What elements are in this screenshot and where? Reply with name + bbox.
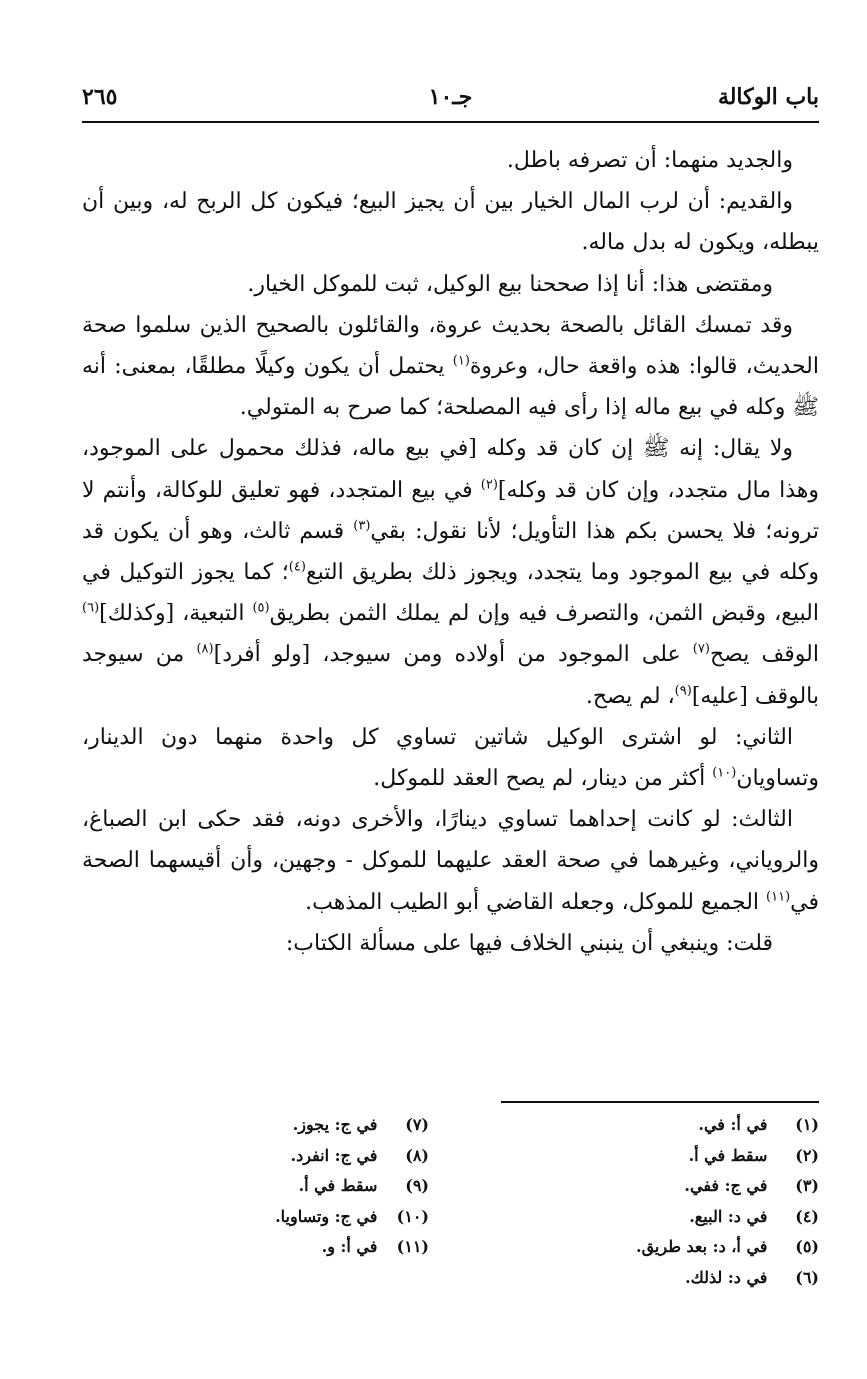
footnote-ref: (١) — [452, 353, 470, 369]
footnote: (٦) في د: لذلك. — [685, 1267, 819, 1287]
footnote-ref: (٧) — [692, 642, 710, 658]
footnote-ref: (١١) — [766, 889, 791, 905]
footnote: (١) في أ: في. — [698, 1115, 819, 1134]
footnote-ref: (٣) — [353, 518, 371, 534]
footnotes-column-right — [489, 1110, 819, 1293]
footnote-ref: (٩) — [674, 683, 692, 699]
footnote: (٨) في ج: انفرد. — [290, 1145, 429, 1165]
footnote-separator — [501, 1101, 819, 1103]
paragraph: ولا يقال: إنه ﷺ إن كان قد وكله [في بيع ماله، فذلك محمول على الموجود، وهذا مال متجدد، وإن كان قد وكله]$^{(٢)}$ في بيع المتجدد، فهو تعليق للوكالة، وأنتم لا ترونه؛ فلا يحسن بكم هذا التأويل؛ لأنا نقول: بقي$^{(٣)}$ قسم ثالث، وهو أن يكون قد وكله في بيع الموجود وما يتجدد، ويجوز ذلك بطريق التبع$^{(٤)}$؛ كما يجوز التوكيل في البيع، وقبض الثمن، والتصرف فيه وإن لم يملك الثمن بطريق$^{(٥)}$ التبعية، [وكذلك]$^{(٦)}$ الوقف يصح$^{(٧)}$ على الموجود من أولاده ومن سيوجد، [ولو أفرد]$^{(٨)}$ من سيوجد بالوقف [عليه]$^{(٩)}$، لم يصح. — [82, 436, 819, 709]
running-header — [82, 78, 819, 118]
section-title: باب الوكالة — [717, 84, 819, 110]
paragraph: قلت: وينبغي أن ينبني الخلاف فيها على مسألة الكتاب: — [285, 930, 773, 956]
header-rule — [82, 121, 819, 123]
footnote-ref: (١٠) — [712, 765, 737, 781]
footnote: (٥) في أ، د: بعد طريق. — [636, 1237, 819, 1256]
footnote-ref: (٨) — [196, 642, 214, 658]
footnote-ref: (٤) — [288, 559, 306, 575]
footnote-ref: (٥) — [252, 600, 270, 616]
footnote: (٤) في د: البيع. — [689, 1206, 819, 1226]
footnote-ref: (٢) — [480, 477, 498, 493]
paragraph: الثالث: لو كانت إحداهما تساوي دينارًا، والأخرى دونه، فقد حكى ابن الصباغ، والروياني، وغيرهما في صحة العقد عليهما للموكل - وجهين، وأن أقيسهما الصحة في$^{(١١)}$ الجميع للموكل، وجعله القاضي أبو الطيب المذهب. — [82, 807, 819, 915]
footnote: (١٠) في ج: وتساويا. — [275, 1206, 429, 1226]
footnote: (١١) في أ: و. — [321, 1237, 429, 1256]
paragraph: والقديم: أن لرب المال الخيار بين أن يجيز البيع؛ فيكون كل الربح له، وبين أن يبطله، ويكون له بدل ماله. — [82, 189, 819, 256]
paragraph: ومقتضى هذا: أنا إذا صححنا بيع الوكيل، ثبت للموكل الخيار. — [247, 271, 773, 297]
main-text — [82, 140, 819, 964]
paragraph: وقد تمسك القائل بالصحة بحديث عروة، والقائلون بالصحيح الذين سلموا صحة الحديث، قالوا: هذه واقعة حال، وعروة$^{(١)}$ يحتمل أن يكون وكيلًا مطلقًا، بمعنى: أنه ﷺ وكله في بيع ماله إذا رأى فيه المصلحة؛ كما صرح به المتولي. — [82, 312, 819, 421]
footnote-ref: (٦) — [82, 600, 100, 616]
paragraph: الثاني: لو اشترى الوكيل شاتين تساوي كل واحدة منهما دون الدينار، وتساويان$^{(١٠)}$ أكثر من دينار، لم يصح العقد للموكل. — [82, 724, 819, 792]
footnote: (٣) في ج: ففي. — [684, 1176, 819, 1195]
footnote: (٢) سقط في أ. — [688, 1145, 819, 1165]
footnote: (٩) سقط في أ. — [298, 1176, 429, 1195]
volume-label: جـ١٠ — [428, 84, 473, 110]
page-number: ٢٦٥ — [82, 84, 118, 110]
paragraph: والجديد منهما: أن تصرفه باطل. — [506, 148, 793, 173]
footnotes-column-left — [129, 1110, 429, 1263]
footnote: (٧) في ج: يجوز. — [292, 1115, 429, 1134]
